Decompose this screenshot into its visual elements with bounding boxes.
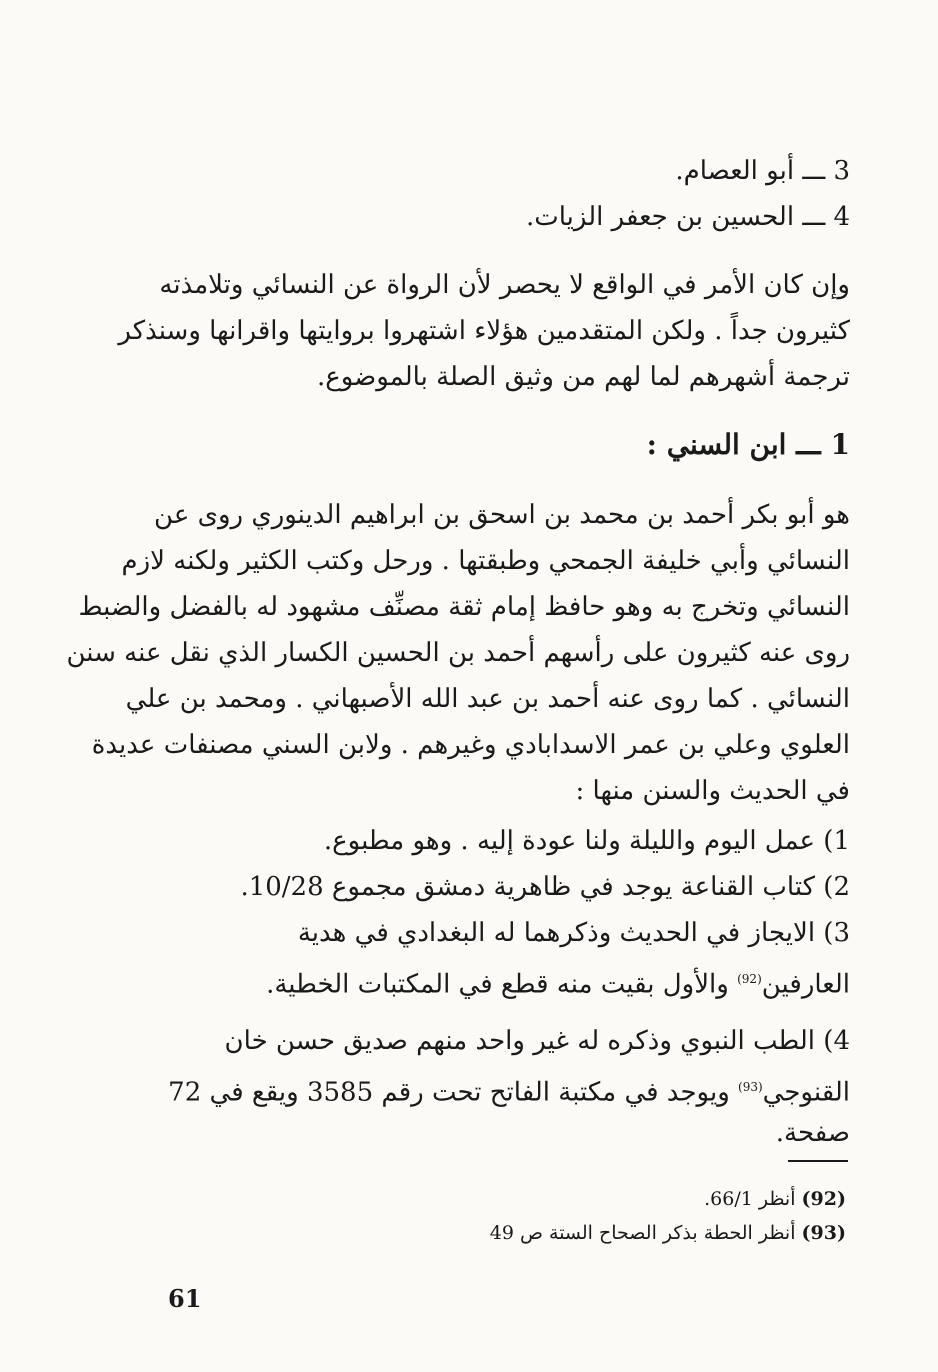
text-fragment: والأول بقيت منه قطع في المكتبات الخطية. — [266, 969, 738, 1000]
footnote — [300, 1216, 846, 1250]
footnote-divider — [788, 1160, 848, 1162]
footnote-reference: (92) — [737, 972, 762, 986]
text-line: العلوي وعلي بن عمر الاسدابادي وغيرهم . ولابن السني مصنفات عديدة — [91, 730, 850, 760]
footnote-number: (92) — [801, 1188, 846, 1210]
list-item: 4 ـــ الحسين بن جعفر الزيات. — [525, 202, 850, 232]
work-item: 4) الطب النبوي وذكره له غير واحد منهم صديق حسن خان — [224, 1026, 850, 1056]
footnote — [300, 1182, 846, 1216]
text-line: في الحديث والسنن منها : — [575, 776, 850, 806]
section-heading — [158, 422, 850, 468]
works-list-item-4 — [158, 1018, 850, 1156]
works-list — [158, 818, 850, 1002]
paragraph-intro — [118, 262, 850, 400]
footnote-text: أنظر 66/1. — [704, 1188, 802, 1210]
text-fragment: العارفين — [761, 969, 850, 1000]
work-item-continuation — [158, 1064, 850, 1110]
footnote-text: أنظر الحطة بذكر الصحاح الستة ص 49 — [489, 1222, 802, 1244]
list-item: 3 ـــ أبو العصام. — [675, 156, 850, 186]
work-item: 1) عمل اليوم والليلة ولنا عودة إليه . وهو مطبوع. — [323, 826, 850, 856]
text-line: النسائي . كما روى عنه أحمد بن عبد الله الأصبهاني . ومحمد بن علي — [125, 684, 850, 714]
heading-text: 1 ـــ ابن السني : — [646, 428, 850, 461]
text-line: النسائي وتخرج به وهو حافظ إمام ثقة مصنِّف مشهود له بالفضل والضبط — [78, 592, 850, 622]
text-fragment: القنوجي — [762, 1077, 850, 1108]
text-line: هو أبو بكر أحمد بن محمد بن اسحق بن ابراهيم الدينوري روى عن — [154, 500, 850, 530]
page-number: 61 — [168, 1284, 202, 1313]
footnotes — [300, 1182, 846, 1250]
text-line: النسائي وأبي خليفة الجمحي وطبقتها . ورحل وكتب الكثير ولكنه لازم — [121, 546, 850, 576]
paragraph-biography — [66, 492, 850, 814]
text-fragment: ويوجد في مكتبة الفاتح تحت رقم 3585 ويقع في 72 — [168, 1077, 739, 1108]
work-item: 2) كتاب القناعة يوجد في ظاهرية دمشق مجموع 10/28. — [240, 872, 850, 902]
text-line: روى عنه كثيرون على رأسهم أحمد بن الحسين الكسار الذي نقل عنه سنن — [66, 638, 850, 668]
work-item-continuation — [158, 956, 850, 1002]
narrators-list — [158, 148, 850, 240]
work-item-continuation: صفحة. — [775, 1118, 850, 1148]
footnote-number: (93) — [801, 1222, 846, 1244]
text-line: كثيرون جداً . ولكن المتقدمين هؤلاء اشتهروا بروايتها واقرانها وسنذكر — [118, 316, 850, 346]
text-line: ترجمة أشهرهم لما لهم من وثيق الصلة بالموضوع. — [316, 362, 850, 392]
work-item: 3) الايجاز في الحديث وذكرهما له البغدادي في هدية — [297, 918, 850, 948]
text-line: وإن كان الأمر في الواقع لا يحصر لأن الرواة عن النسائي وتلامذته — [159, 270, 850, 300]
footnote-reference: (93) — [738, 1080, 763, 1094]
